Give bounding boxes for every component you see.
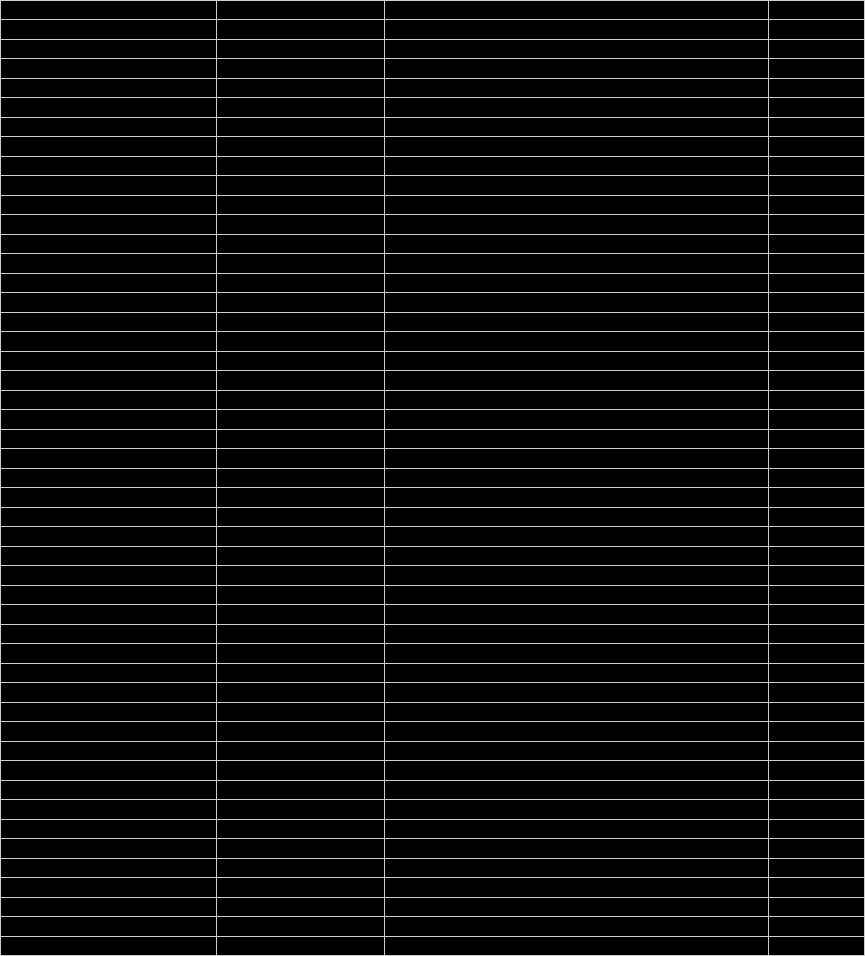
table-cell[interactable] [385, 469, 768, 487]
table-cell[interactable] [769, 371, 864, 389]
table-cell[interactable] [385, 176, 768, 194]
table-cell[interactable] [385, 625, 768, 643]
table-cell[interactable] [1, 625, 216, 643]
table-cell[interactable] [1, 235, 216, 253]
table-cell[interactable] [1, 820, 216, 838]
table-cell[interactable] [769, 625, 864, 643]
table-cell[interactable] [217, 820, 384, 838]
table-cell[interactable] [769, 488, 864, 507]
table-cell[interactable] [217, 586, 384, 604]
table-cell[interactable] [769, 449, 864, 468]
table-cell[interactable] [1, 742, 216, 760]
table-cell[interactable] [769, 118, 864, 136]
table-cell[interactable] [769, 566, 864, 584]
table-cell[interactable] [217, 176, 384, 194]
table-cell[interactable] [217, 625, 384, 643]
table-cell[interactable] [1, 20, 216, 38]
table-cell[interactable] [1, 917, 216, 935]
table-cell[interactable] [769, 800, 864, 818]
table-cell[interactable] [769, 761, 864, 779]
table-cell[interactable] [769, 332, 864, 351]
table-cell[interactable] [217, 40, 384, 59]
table-cell[interactable] [769, 644, 864, 662]
table-cell[interactable] [385, 839, 768, 858]
table-cell[interactable] [385, 761, 768, 779]
table-cell[interactable] [385, 137, 768, 155]
table-cell[interactable] [1, 215, 216, 234]
table-cell[interactable] [769, 157, 864, 176]
table-cell[interactable] [385, 703, 768, 721]
table-cell[interactable] [385, 118, 768, 136]
table-cell[interactable] [769, 410, 864, 428]
table-cell[interactable] [217, 293, 384, 311]
table-cell[interactable] [769, 293, 864, 311]
table-cell[interactable] [769, 742, 864, 760]
table-cell[interactable] [385, 293, 768, 311]
table-cell[interactable] [1, 722, 216, 741]
table-cell[interactable] [217, 20, 384, 38]
table-cell[interactable] [769, 664, 864, 683]
table-cell[interactable] [769, 40, 864, 59]
table-cell[interactable] [1, 800, 216, 818]
table-cell[interactable] [217, 137, 384, 155]
table-cell[interactable] [769, 235, 864, 253]
table-cell[interactable] [1, 118, 216, 136]
table-cell[interactable] [769, 586, 864, 604]
table-cell[interactable] [217, 898, 384, 917]
table-cell[interactable] [1, 332, 216, 351]
table-cell[interactable] [385, 488, 768, 507]
table-cell[interactable] [217, 410, 384, 428]
table-cell[interactable] [769, 898, 864, 917]
table-cell[interactable] [217, 391, 384, 410]
table-cell[interactable] [385, 859, 768, 877]
table-cell[interactable] [385, 371, 768, 389]
table-cell[interactable] [1, 293, 216, 311]
table-cell[interactable] [769, 878, 864, 896]
table-cell[interactable] [217, 313, 384, 331]
table-cell[interactable] [217, 742, 384, 760]
table-cell[interactable] [769, 839, 864, 858]
table-cell[interactable] [1, 469, 216, 487]
table-cell[interactable] [217, 878, 384, 896]
table-cell[interactable] [1, 313, 216, 331]
table-cell[interactable] [217, 703, 384, 721]
table-cell[interactable] [385, 605, 768, 624]
table-cell[interactable] [217, 98, 384, 117]
table-cell[interactable] [385, 1, 768, 19]
table-cell[interactable] [769, 430, 864, 448]
table-cell[interactable] [217, 508, 384, 526]
table-cell[interactable] [1, 859, 216, 877]
table-cell[interactable] [385, 235, 768, 253]
table-cell[interactable] [769, 313, 864, 331]
table-cell[interactable] [1, 488, 216, 507]
table-cell[interactable] [385, 215, 768, 234]
table-cell[interactable] [1, 371, 216, 389]
table-cell[interactable] [1, 605, 216, 624]
table-cell[interactable] [769, 859, 864, 877]
table-cell[interactable] [217, 215, 384, 234]
table-cell[interactable] [385, 352, 768, 370]
table-cell[interactable] [385, 449, 768, 468]
table-cell[interactable] [217, 527, 384, 545]
table-cell[interactable] [1, 59, 216, 77]
table-cell[interactable] [385, 644, 768, 662]
table-cell[interactable] [769, 605, 864, 624]
table-cell[interactable] [769, 98, 864, 117]
table-cell[interactable] [769, 352, 864, 370]
table-cell[interactable] [1, 644, 216, 662]
table-cell[interactable] [1, 703, 216, 721]
table-cell[interactable] [217, 761, 384, 779]
table-cell[interactable] [217, 781, 384, 800]
table-cell[interactable] [1, 878, 216, 896]
table-cell[interactable] [1, 566, 216, 584]
table-cell[interactable] [385, 59, 768, 77]
table-cell[interactable] [217, 59, 384, 77]
table-cell[interactable] [769, 254, 864, 272]
table-cell[interactable] [1, 40, 216, 59]
table-cell[interactable] [217, 235, 384, 253]
table-cell[interactable] [1, 98, 216, 117]
table-cell[interactable] [217, 859, 384, 877]
table-cell[interactable] [769, 137, 864, 155]
table-cell[interactable] [385, 313, 768, 331]
table-cell[interactable] [769, 469, 864, 487]
table-cell[interactable] [217, 118, 384, 136]
table-cell[interactable] [385, 430, 768, 448]
table-cell[interactable] [1, 157, 216, 176]
table-cell[interactable] [217, 1, 384, 19]
table-cell[interactable] [217, 917, 384, 935]
table-cell[interactable] [769, 917, 864, 935]
table-cell[interactable] [217, 839, 384, 858]
table-cell[interactable] [385, 683, 768, 701]
table-cell[interactable] [217, 547, 384, 566]
table-cell[interactable] [385, 898, 768, 917]
table-cell[interactable] [769, 391, 864, 410]
table-cell[interactable] [385, 937, 768, 955]
table-cell[interactable] [769, 1, 864, 19]
table-cell[interactable] [385, 566, 768, 584]
table-cell[interactable] [217, 800, 384, 818]
table-cell[interactable] [217, 937, 384, 955]
table-cell[interactable] [217, 254, 384, 272]
table-cell[interactable] [385, 781, 768, 800]
table-cell[interactable] [385, 820, 768, 838]
table-cell[interactable] [385, 254, 768, 272]
table-cell[interactable] [1, 196, 216, 214]
table-cell[interactable] [769, 215, 864, 234]
table-cell[interactable] [769, 79, 864, 97]
table-cell[interactable] [769, 722, 864, 741]
table-cell[interactable] [217, 449, 384, 468]
table-cell[interactable] [769, 527, 864, 545]
table-cell[interactable] [217, 196, 384, 214]
table-cell[interactable] [217, 430, 384, 448]
table-cell[interactable] [217, 79, 384, 97]
table-cell[interactable] [1, 352, 216, 370]
table-cell[interactable] [1, 79, 216, 97]
table-cell[interactable] [385, 664, 768, 683]
table-cell[interactable] [385, 274, 768, 293]
table-cell[interactable] [1, 761, 216, 779]
table-cell[interactable] [385, 157, 768, 176]
table-cell[interactable] [1, 176, 216, 194]
table-cell[interactable] [769, 20, 864, 38]
table-cell[interactable] [217, 274, 384, 293]
table-cell[interactable] [385, 79, 768, 97]
table-cell[interactable] [769, 937, 864, 955]
table-cell[interactable] [385, 332, 768, 351]
table-cell[interactable] [385, 547, 768, 566]
table-cell[interactable] [385, 586, 768, 604]
table-cell[interactable] [385, 527, 768, 545]
table-cell[interactable] [1, 586, 216, 604]
table-cell[interactable] [217, 605, 384, 624]
table-cell[interactable] [385, 722, 768, 741]
table-cell[interactable] [217, 469, 384, 487]
table-cell[interactable] [1, 839, 216, 858]
table-cell[interactable] [385, 917, 768, 935]
table-cell[interactable] [217, 664, 384, 683]
table-cell[interactable] [769, 196, 864, 214]
table-cell[interactable] [1, 254, 216, 272]
table-cell[interactable] [1, 1, 216, 19]
table-cell[interactable] [385, 508, 768, 526]
table-cell[interactable] [1, 449, 216, 468]
table-cell[interactable] [769, 683, 864, 701]
table-cell[interactable] [217, 566, 384, 584]
table-cell[interactable] [769, 703, 864, 721]
table-cell[interactable] [217, 332, 384, 351]
table-cell[interactable] [217, 488, 384, 507]
table-cell[interactable] [1, 683, 216, 701]
table-cell[interactable] [385, 40, 768, 59]
table-cell[interactable] [385, 391, 768, 410]
table-cell[interactable] [1, 664, 216, 683]
table-cell[interactable] [217, 644, 384, 662]
table-cell[interactable] [769, 547, 864, 566]
table-cell[interactable] [385, 98, 768, 117]
table-cell[interactable] [385, 410, 768, 428]
table-cell[interactable] [217, 722, 384, 741]
table-cell[interactable] [217, 683, 384, 701]
table-cell[interactable] [385, 742, 768, 760]
table-cell[interactable] [769, 820, 864, 838]
table-cell[interactable] [769, 59, 864, 77]
table-cell[interactable] [1, 137, 216, 155]
table-cell[interactable] [1, 274, 216, 293]
table-cell[interactable] [1, 410, 216, 428]
table-cell[interactable] [385, 878, 768, 896]
table-cell[interactable] [769, 176, 864, 194]
table-cell[interactable] [217, 352, 384, 370]
table-cell[interactable] [769, 781, 864, 800]
table-cell[interactable] [1, 430, 216, 448]
table-cell[interactable] [1, 527, 216, 545]
table-cell[interactable] [769, 274, 864, 293]
table-cell[interactable] [385, 800, 768, 818]
table-cell[interactable] [385, 20, 768, 38]
table-cell[interactable] [385, 196, 768, 214]
table-cell[interactable] [1, 898, 216, 917]
table-cell[interactable] [769, 508, 864, 526]
table-cell[interactable] [1, 547, 216, 566]
table-cell[interactable] [217, 157, 384, 176]
table-cell[interactable] [1, 391, 216, 410]
table-cell[interactable] [1, 781, 216, 800]
table-cell[interactable] [1, 937, 216, 955]
table-cell[interactable] [217, 371, 384, 389]
table-cell[interactable] [1, 508, 216, 526]
